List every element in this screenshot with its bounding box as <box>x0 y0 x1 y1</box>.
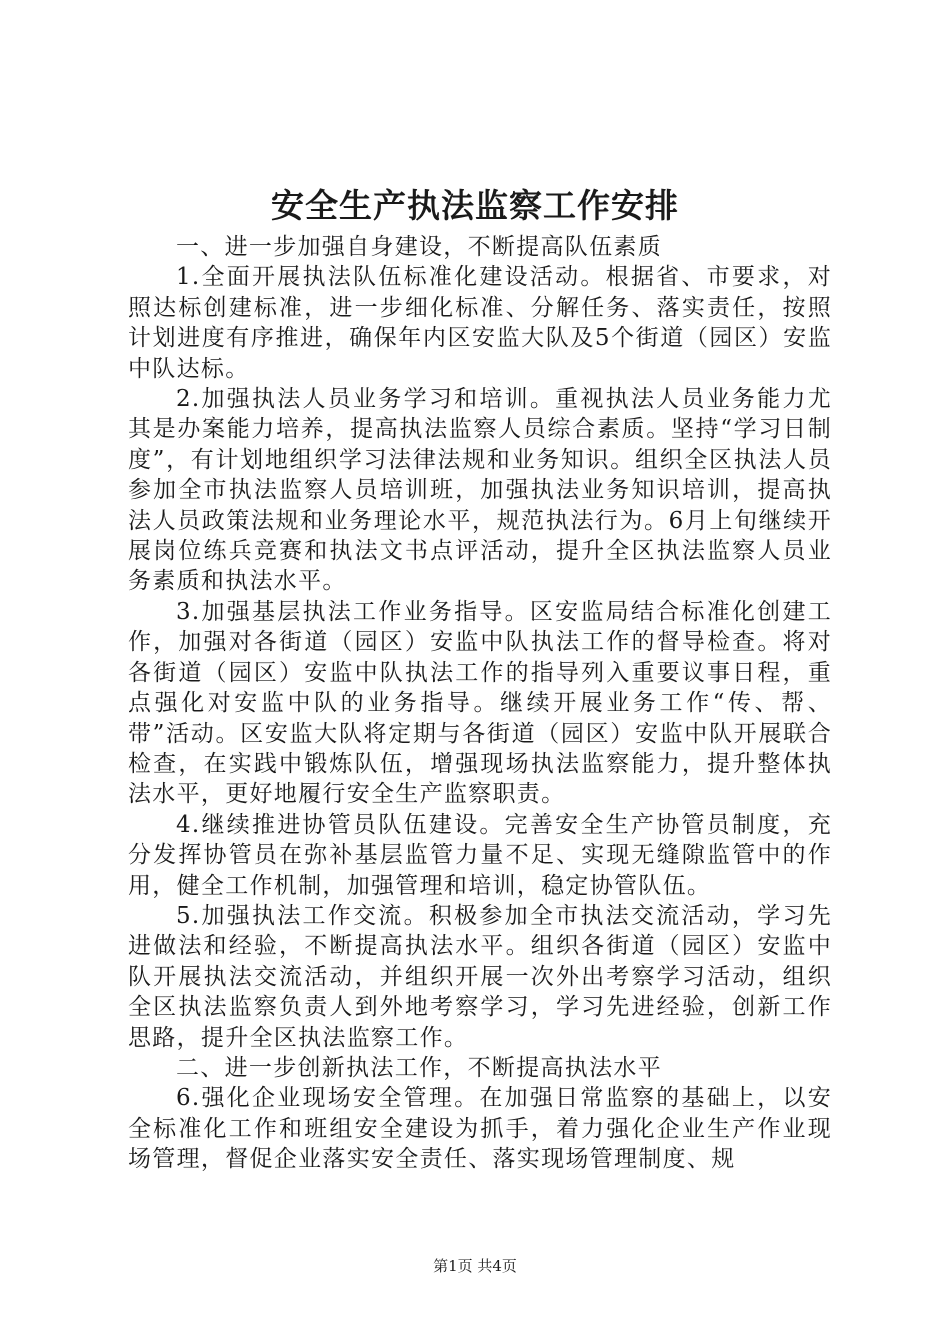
paragraph-2: 2.加强执法人员业务学习和培训。重视执法人员业务能力尤其是办案能力培养，提高执法监察人员综合素质。坚持“学习日制度”，有计划地组织学习法律法规和业务知识。组织全区执法人员参加全市执法监察人员培训班，加强执法业务知识培训，提高执法人员政策法规和业务理论水平，规范执法行为。6月上旬继续开展岗位练兵竞赛和执法文书点评活动，提升全区执法监察人员业务素质和执法水平。 <box>128 386 832 595</box>
page-footer: 第1页 共4页 <box>433 1257 517 1275</box>
section-heading-1: 一、进一步加强自身建设，不断提高队伍素质 <box>176 234 662 260</box>
section-heading-2: 二、进一步创新执法工作，不断提高执法水平 <box>176 1054 662 1081</box>
paragraph-4: 4.继续推进协管员队伍建设。完善安全生产协管员制度，充分发挥协管员在弥补基层监管力量不足、实现无缝隙监管中的作用，健全工作机制，加强管理和培训，稳定协管队伍。 <box>128 811 832 899</box>
paragraph-1: 1.全面开展执法队伍标准化建设活动。根据省、市要求，对照达标创建标准，进一步细化标准、分解任务、落实责任，按照计划进度有序推进，确保年内区安监大队及5个街道（园区）安监中队达标。 <box>128 264 832 382</box>
document-title: 安全生产执法监察工作安排 <box>271 186 679 225</box>
paragraph-5: 5.加强执法工作交流。积极参加全市执法交流活动，学习先进做法和经验，不断提高执法水平。组织各街道（园区）安监中队开展执法交流活动，并组织开展一次外出考察学习活动，组织全区执法监察负责人到外地考察学习，学习先进经验，创新工作思路，提升全区执法监察工作。 <box>128 902 832 1051</box>
paragraph-3: 3.加强基层执法工作业务指导。区安监局结合标准化创建工作，加强对各街道（园区）安监中队执法工作的督导检查。将对各街道（园区）安监中队执法工作的指导列入重要议事日程，重点强化对安监中队的业务指导。继续开展业务工作“传、帮、带”活动。区安监大队将定期与各街道（园区）安监中队开展联合检查，在实践中锻炼队伍，增强现场执法监察能力，提升整体执法水平，更好地履行安全生产监察职责。 <box>128 598 832 808</box>
document-body <box>128 232 832 1175</box>
paragraph-6: 6.强化企业现场安全管理。在加强日常监察的基础上，以安全标准化工作和班组安全建设为抓手，着力强化企业生产作业现场管理，督促企业落实安全责任、落实现场管理制度、规 <box>128 1085 832 1173</box>
